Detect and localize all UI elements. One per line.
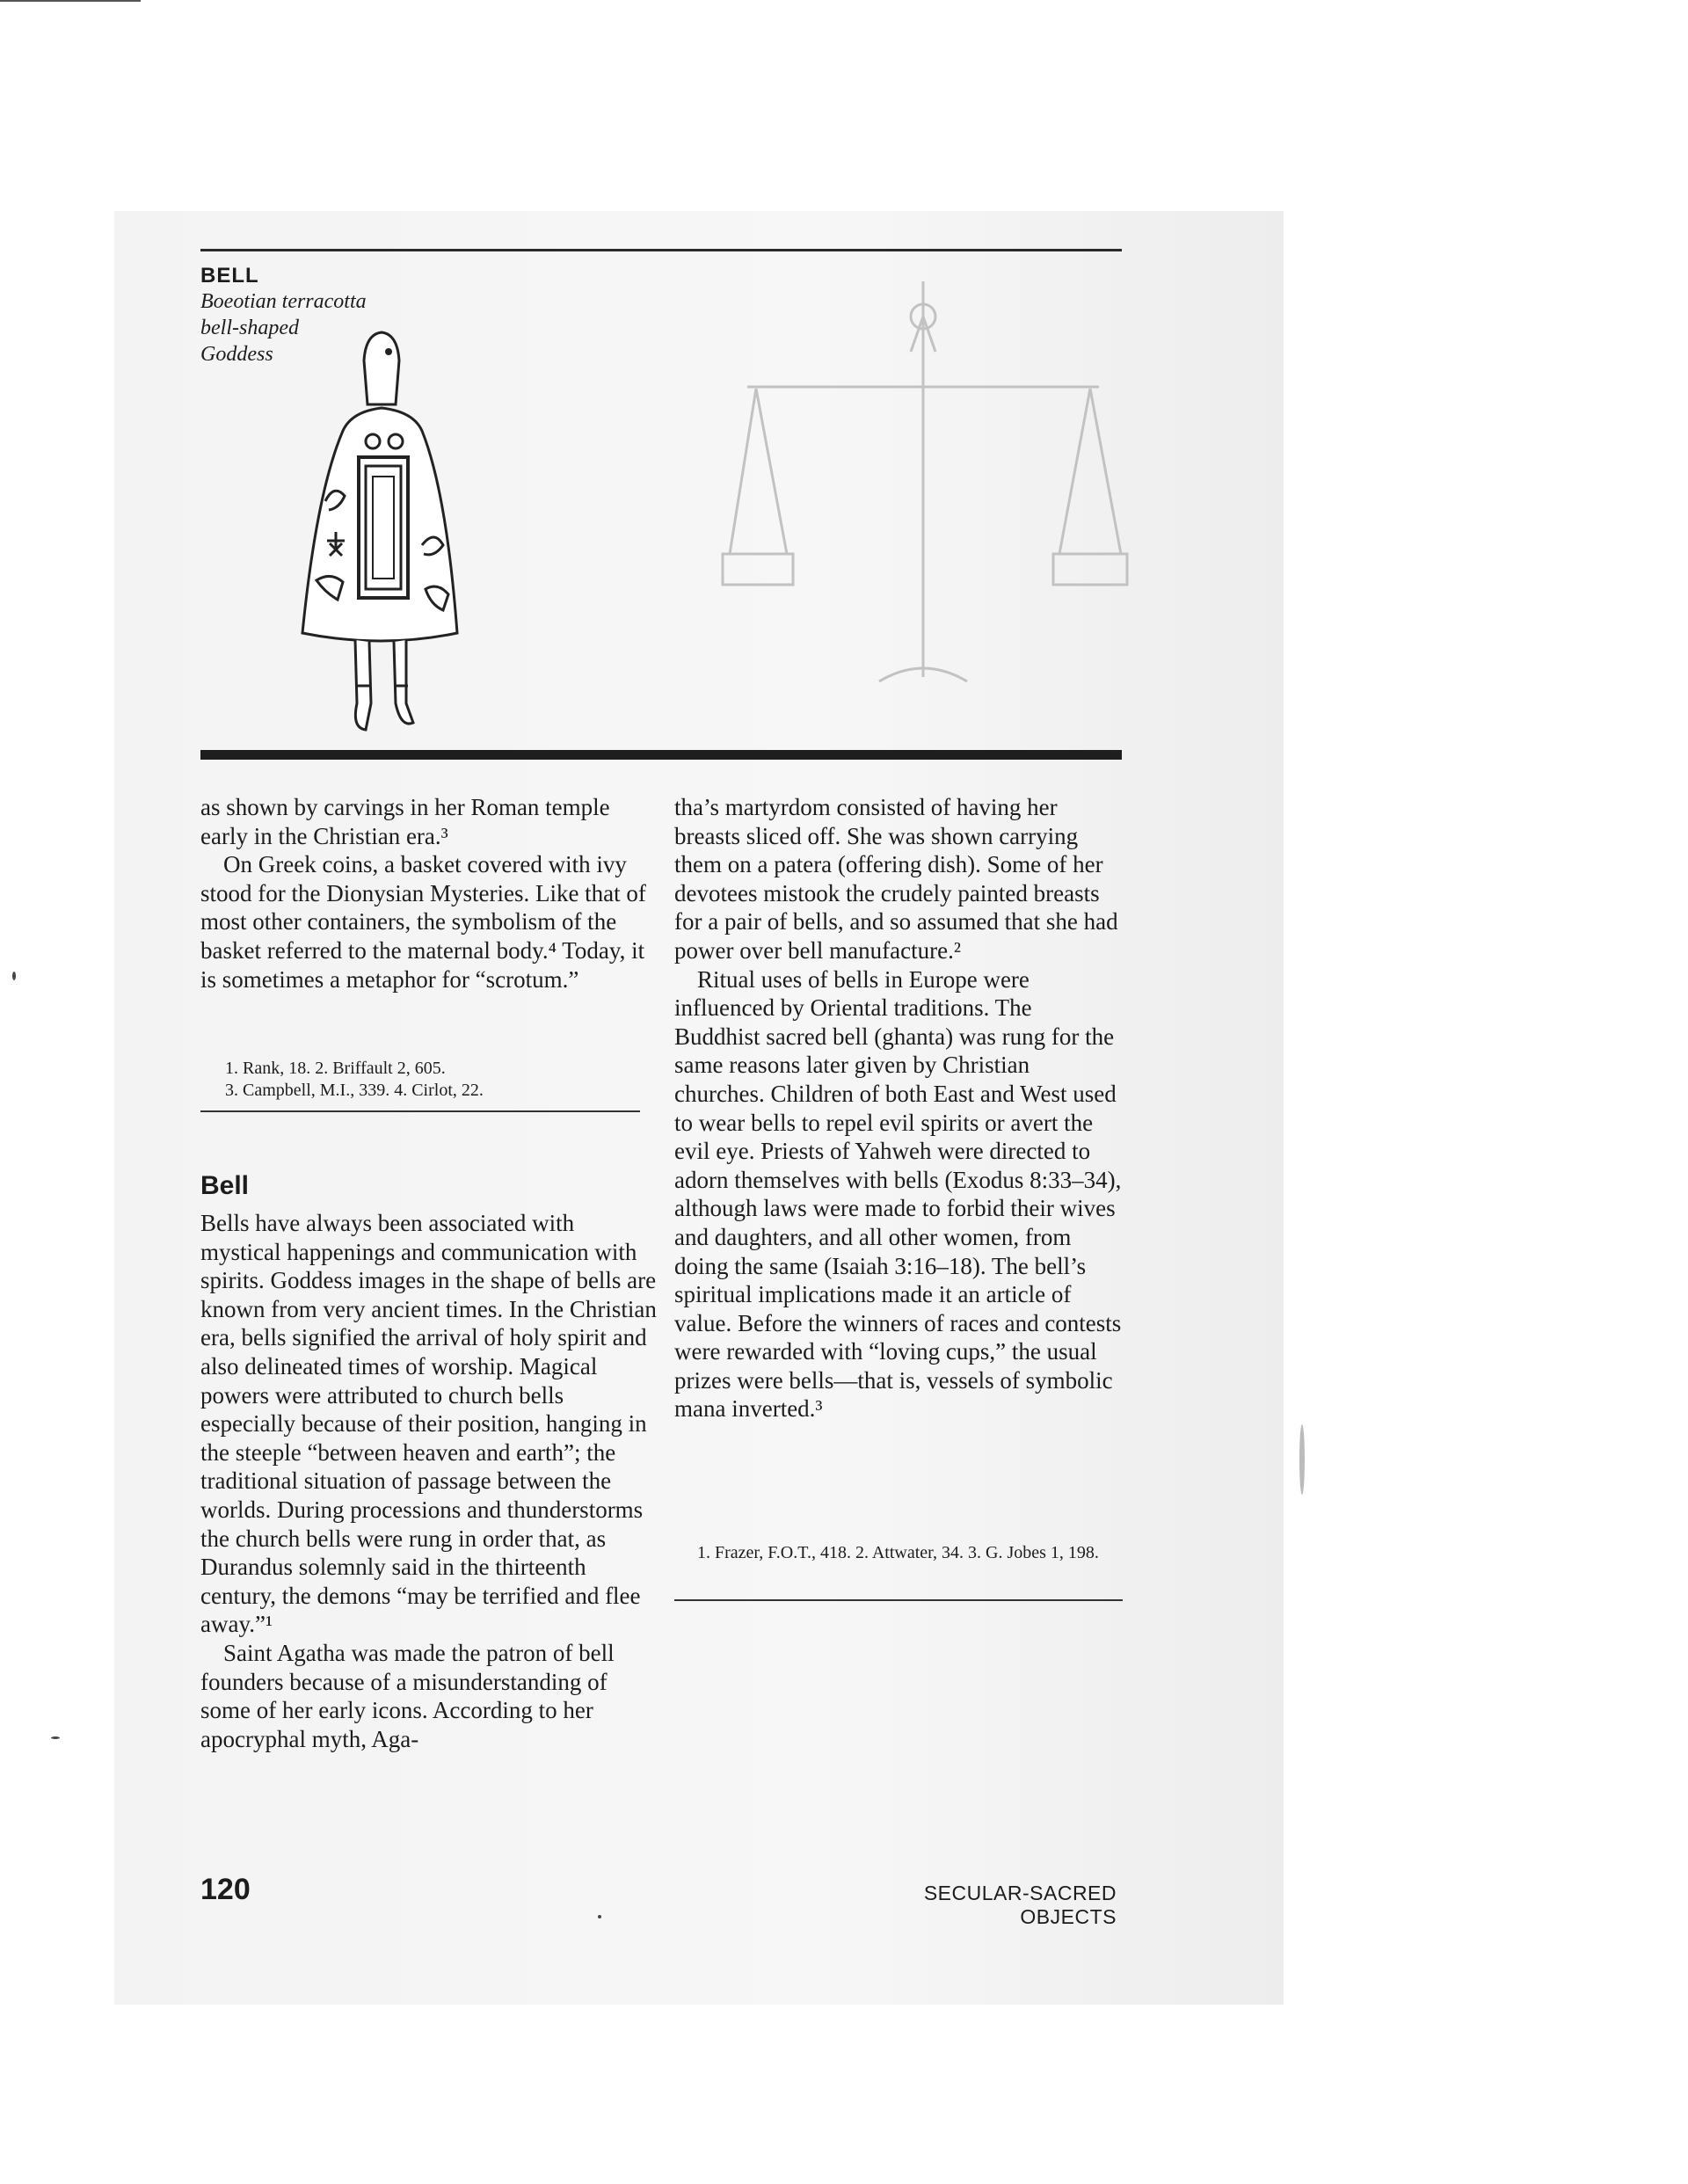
entry-heading: Bell	[200, 1171, 250, 1200]
balance-scale-illustration	[703, 264, 1143, 703]
figure-caption: Boeotian terracotta bell-shaped Goddess	[200, 290, 367, 366]
footnote-line: 1. Rank, 18. 2. Briffault 2, 605.	[225, 1059, 446, 1078]
paragraph: as shown by carvings in her Roman temple early in the Christian era.³	[200, 794, 610, 849]
scan-edge	[0, 0, 1688, 5]
scan-speck	[1299, 1424, 1305, 1495]
footnote-rule	[200, 1110, 640, 1112]
bell-goddess-illustration	[290, 317, 475, 739]
top-rule	[200, 249, 1122, 251]
paragraph: Bells have always been associated with mystical happenings and communication with spirits. Goddess images in the shape of bells are known from very ancient times. In the Christian era, bells signified the arrival of holy spirit and also delineated times of worship. Magical powers were attributed to church bells especially because of their position, hanging in the steeple “between heaven and earth”; the traditional situation of passage between the worlds. During processions and thunderstorms the church bells were rung in order that, as Durandus solemnly said in the thirteenth century, the demons “may be terrified and flee away.”¹	[200, 1210, 657, 1638]
scan-speck	[51, 1736, 60, 1739]
left-column-continued	[200, 793, 649, 994]
right-column	[674, 793, 1123, 1423]
footnote-line: 3. Campbell, M.I., 339. 4. Cirlot, 22.	[225, 1081, 484, 1100]
scan-speck	[598, 1915, 601, 1918]
paragraph: On Greek coins, a basket covered with ivy stood for the Dionysian Mysteries. Like that of most other containers, the symbolism of the basket referred to the maternal body.⁴ Today, it is sometimes a metaphor for “scrotum.”	[200, 851, 646, 993]
paragraph: tha’s martyrdom consisted of having her breasts sliced off. She was shown carrying them on a patera (offering dish). Some of her devotees mistook the crudely painted breasts for a pair of bells, and so assumed that she had power over bell manufacture.²	[674, 794, 1118, 964]
running-head: SECULAR-SACRED OBJECTS	[923, 1882, 1117, 1928]
figure-bottom-rule	[200, 750, 1122, 760]
page-number: 120	[200, 1873, 251, 1906]
paragraph: Ritual uses of bells in Europe were influenced by Oriental traditions. The Buddhist sacred bell (ghanta) was rung for the same reasons later given by Christian churches. Children of both East and West used to wear bells to repel evil spirits or avert the evil eye. Priests of Yahweh were directed to adorn themselves with bells (Exodus 8:33–34), although laws were made to forbid their wives and daughters, and all other women, from doing the same (Isaiah 3:16–18). The bell’s spiritual implications made it an article of value. Before the winners of races and contests were rewarded with “loving cups,” the usual prizes were bells—that is, vessels of symbolic mana inverted.³	[674, 965, 1122, 1423]
footnotes-left	[225, 1058, 638, 1102]
footnote-line: 1. Frazer, F.O.T., 418. 2. Attwater, 34. 3. G. Jobes 1, 198.	[697, 1543, 1099, 1562]
bell-entry-text	[200, 1209, 658, 1753]
figure-title: BELL	[200, 264, 259, 288]
footnotes-right	[674, 1542, 1123, 1564]
paragraph: Saint Agatha was made the patron of bell founders because of a misunderstanding of some of her early icons. According to her apocryphal myth, Aga-	[200, 1639, 615, 1752]
scan-speck	[12, 972, 16, 980]
footnote-rule	[674, 1599, 1123, 1601]
